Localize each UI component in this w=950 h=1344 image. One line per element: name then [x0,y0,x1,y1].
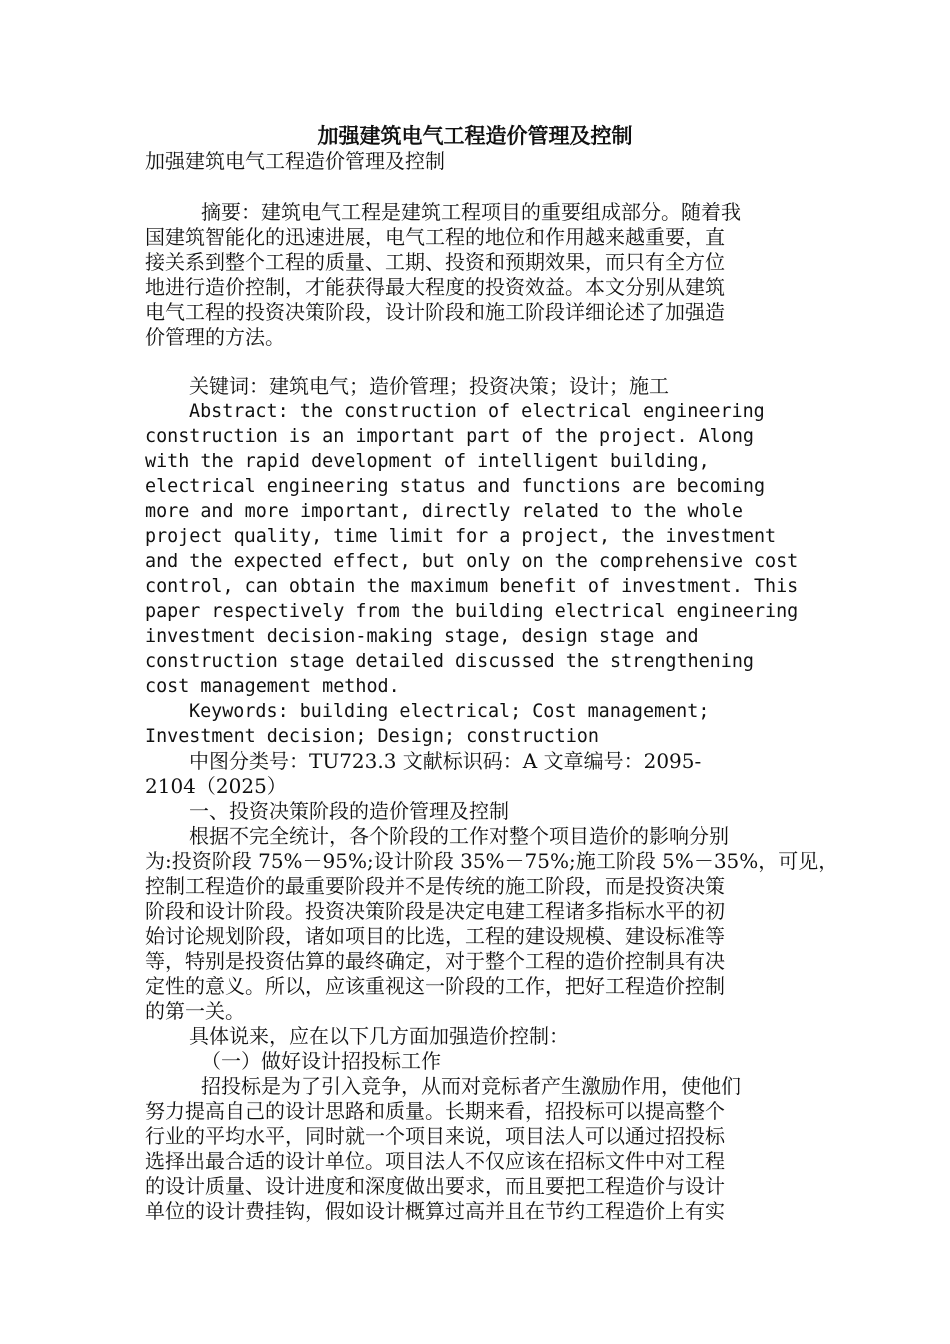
classification-line: 2104（2025） [145,774,287,798]
keywords-zh: 关键词：建筑电气；造价管理；投资决策；设计；施工 [189,374,669,398]
abstract-zh-line: 接关系到整个工程的质量、工期、投资和预期效果，而只有全方位 [145,250,725,274]
paragraph-line: 努力提高自己的设计思路和质量。长期来看，招投标可以提高整个 [145,1099,725,1123]
paragraph-line: 的设计质量、设计进度和深度做出要求，而且要把工程造价与设计 [145,1174,725,1198]
paragraph-line: 的第一关。 [145,999,245,1023]
paragraph-line: 控制工程造价的最重要阶段并不是传统的施工阶段，而是投资决策 [145,874,725,898]
section-heading: 一、投资决策阶段的造价管理及控制 [189,799,509,823]
paragraph-line: 单位的设计费挂钩，假如设计概算过高并且在节约工程造价上有实 [145,1199,725,1223]
paragraph-line: 为:投资阶段 75%－95%;设计阶段 35%－75%;施工阶段 5%－35%，可见， [145,849,839,873]
paragraph-line: 行业的平均水平，同时就一个项目来说，项目法人可以通过招投标 [145,1124,725,1148]
document-subtitle: 加强建筑电气工程造价管理及控制 [145,149,445,173]
paragraph-line: 阶段和设计阶段。投资决策阶段是决定电建工程诸多指标水平的初 [145,899,725,923]
abstract-zh-line: 地进行造价控制，才能获得最大程度的投资效益。本文分别从建筑 [145,275,725,299]
abstract-en-line: more and more important, directly related to the whole [145,501,743,522]
abstract-en-line: with the rapid development of intelligent building, [145,451,710,472]
paragraph-line: 定性的意义。所以，应该重视这一阶段的工作，把好工程造价控制 [145,974,725,998]
abstract-en-line: control, can obtain the maximum benefit of investment. This [145,576,799,597]
abstract-en-line: and the expected effect, but only on the comprehensive cost [145,551,799,572]
abstract-en-line: construction stage detailed discussed the strengthening [145,651,754,672]
paragraph-line: 选择出最合适的设计单位。项目法人不仅应该在招标文件中对工程 [145,1149,725,1173]
document-title: 加强建筑电气工程造价管理及控制 [317,123,633,148]
paragraph-line: 招投标是为了引入竞争，从而对竞标者产生激励作用，使他们 [201,1074,741,1098]
abstract-zh-line: 国建筑智能化的迅速进展，电气工程的地位和作用越来越重要，直 [145,225,725,249]
abstract-en-line: construction is an important part of the project. Along [145,426,754,447]
abstract-en-line: cost management method. [145,676,400,697]
keywords-en-line: Investment decision; Design; construction [145,726,599,747]
abstract-zh-line: 摘要：建筑电气工程是建筑工程项目的重要组成部分。随着我 [201,200,741,224]
keywords-en-line: Keywords: building electrical; Cost management; [189,701,710,722]
abstract-en-line: project quality, time limit for a project, the investment [145,526,777,547]
abstract-en-line: investment decision-making stage, design stage and [145,626,699,647]
abstract-zh-line: 价管理的方法。 [145,325,285,349]
abstract-en-line: Abstract: the construction of electrical engineering [189,401,765,422]
paragraph-line: 根据不完全统计，各个阶段的工作对整个项目造价的影响分别 [189,824,729,848]
subsection-heading: （一）做好设计招投标工作 [201,1049,441,1073]
intro-line: 具体说来，应在以下几方面加强造价控制： [189,1024,569,1048]
paragraph-line: 始讨论规划阶段，诸如项目的比选，工程的建设规模、建设标准等 [145,924,725,948]
paragraph-line: 等，特别是投资估算的最终确定，对于整个工程的造价控制具有决 [145,949,725,973]
abstract-en-line: paper respectively from the building electrical engineering [145,601,799,622]
classification-line: 中图分类号：TU723.3 文献标识码：A 文章编号：2095- [189,749,702,773]
abstract-zh-line: 电气工程的投资决策阶段，设计阶段和施工阶段详细论述了加强造 [145,300,725,324]
abstract-en-line: electrical engineering status and functions are becoming [145,476,766,497]
